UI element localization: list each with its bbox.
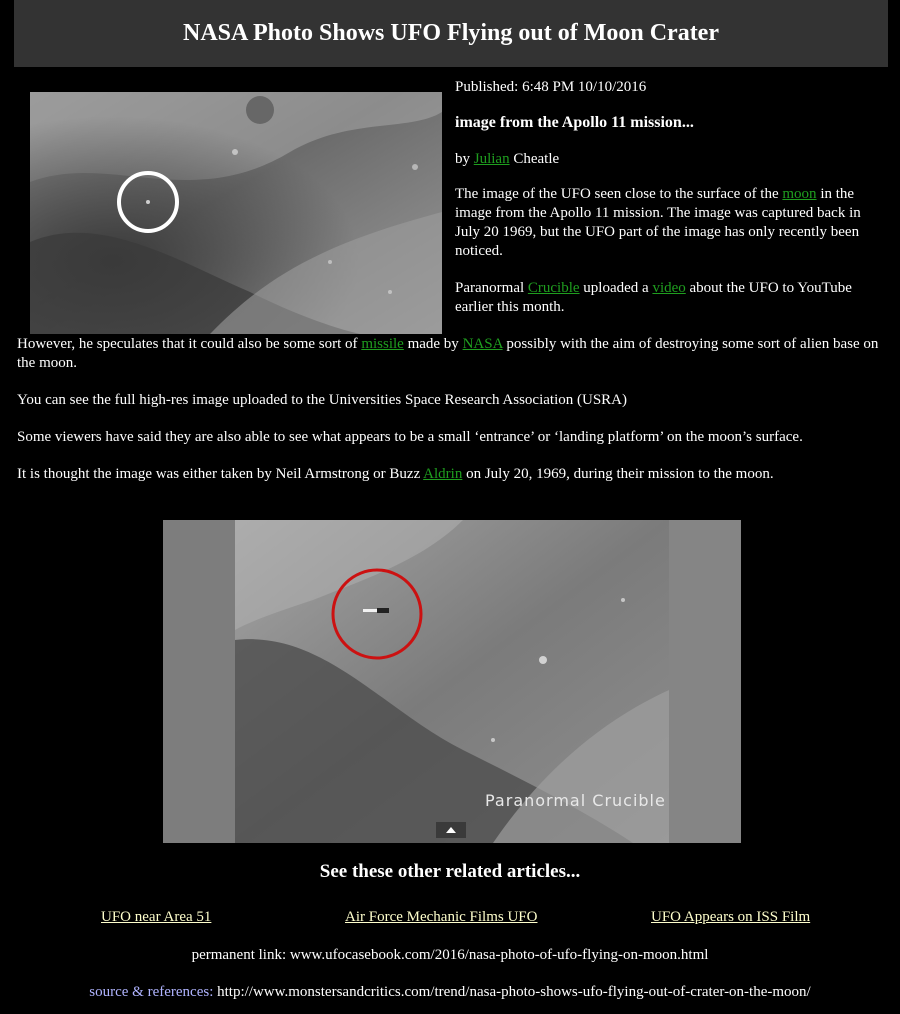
- video-link[interactable]: video: [652, 280, 686, 296]
- related-articles-links: [0, 908, 900, 928]
- page-title: NASA Photo Shows UFO Flying out of Moon Crater: [182, 20, 719, 46]
- source-references: [0, 983, 900, 1002]
- permanent-link: permanent link: www.ufocasebook.com/2016/nasa-photo-of-ufo-flying-on-moon.html: [191, 947, 709, 963]
- article-subheading: image from the Apollo 11 mission...: [455, 114, 694, 131]
- video-player[interactable]: [163, 520, 741, 843]
- paragraph-3: However, he speculates that it could also be some sort of missile made by NASA possibly with the aim of destroying some sort of alien base on the moon.: [17, 336, 879, 371]
- aldrin-link[interactable]: Aldrin: [423, 466, 463, 482]
- related-articles-heading: See these other related articles...: [319, 861, 581, 882]
- related-link-iss-film[interactable]: UFO Appears on ISS Film: [651, 909, 811, 925]
- source-url: http://www.monstersandcritics.com/trend/nasa-photo-shows-ufo-flying-out-of-crater-on-the-moon/: [213, 984, 811, 1000]
- missile-link[interactable]: missile: [361, 336, 404, 352]
- moon-video-frame: [163, 520, 741, 843]
- source-label: source & references:: [89, 984, 214, 1000]
- paragraph-2: Paranormal Crucible uploaded a video about the UFO to YouTube earlier this month.: [455, 280, 852, 315]
- published-date: Published: 6:48 PM 10/10/2016: [455, 79, 647, 95]
- nasa-link[interactable]: NASA: [462, 336, 503, 352]
- crucible-link[interactable]: Crucible: [527, 280, 580, 296]
- related-link-air-force-mechanic[interactable]: Air Force Mechanic Films UFO: [345, 909, 538, 925]
- moon-link[interactable]: moon: [782, 186, 817, 202]
- related-link-area-51[interactable]: UFO near Area 51: [101, 909, 212, 925]
- byline: by Julian Cheatle: [455, 151, 560, 167]
- paragraph-5: Some viewers have said they are also able to see what appears to be a small ‘entrance’ or ‘landing platform’ on the moon’s surface.: [17, 429, 803, 445]
- article-body: [17, 78, 885, 502]
- author-link[interactable]: Julian: [473, 151, 510, 167]
- page-header: [14, 0, 888, 67]
- video-watermark: Paranormal Crucible: [485, 791, 666, 810]
- paragraph-6: It is thought the image was either taken by Neil Armstrong or Buzz Aldrin on July 20, 1969, during their mission to the moon.: [17, 466, 774, 482]
- paragraph-4: You can see the full high-res image uploaded to the Universities Space Research Association (USRA): [17, 392, 628, 408]
- paragraph-1: The image of the UFO seen close to the surface of the moon in the image from the Apollo 11 mission. The image was captured back in July 20 1969, but the UFO part of the image has only recently been noticed.: [455, 186, 861, 259]
